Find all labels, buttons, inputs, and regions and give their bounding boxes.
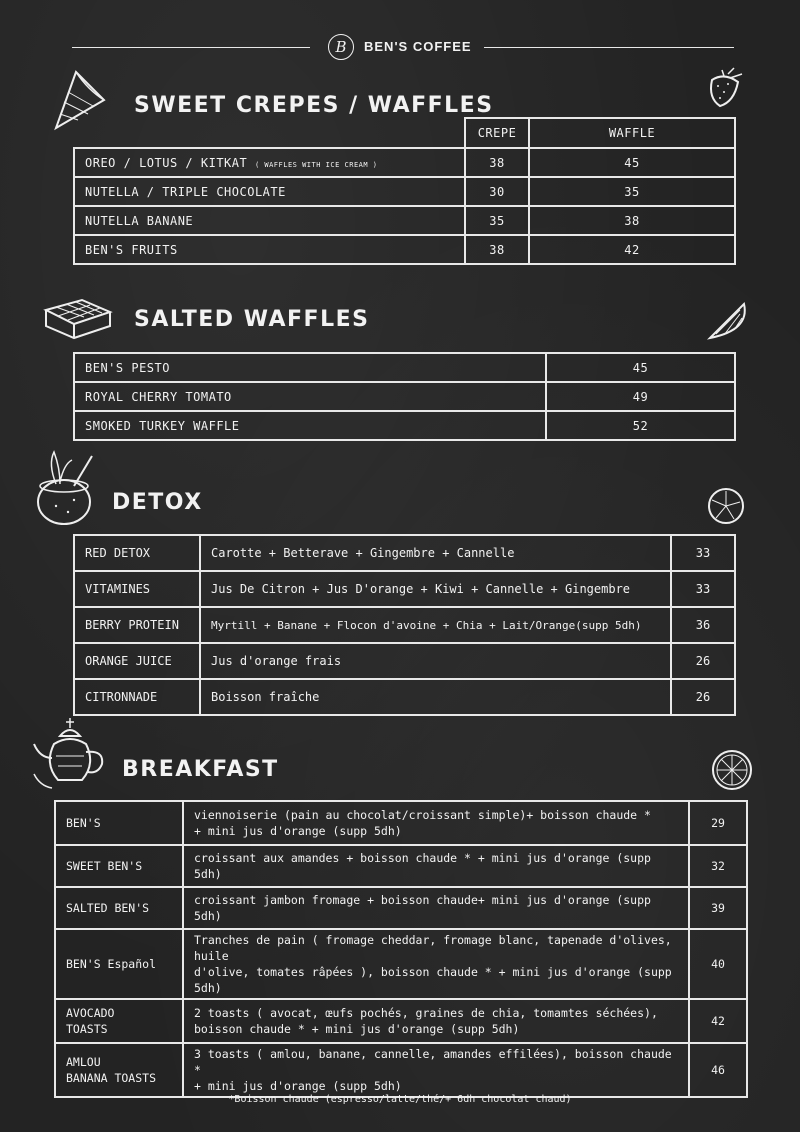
item-name: OREO / LOTUS / KITKAT ( WAFFLES WITH ICE CREAM ) xyxy=(74,148,465,177)
item-desc: Myrtill + Banane + Flocon d'avoine + Chia + Lait/Orange(supp 5dh) xyxy=(200,607,671,643)
table-row xyxy=(74,643,735,679)
sweet-table xyxy=(73,117,736,265)
item-name: RED DETOX xyxy=(74,535,200,571)
item-desc: Jus De Citron + Jus D'orange + Kiwi + Cannelle + Gingembre xyxy=(200,571,671,607)
item-price: 33 xyxy=(671,571,735,607)
item-name: BEN'S FRUITS xyxy=(74,235,465,264)
table-row xyxy=(74,607,735,643)
item-desc: Carotte + Betterave + Gingembre + Cannelle xyxy=(200,535,671,571)
price-waffle: 38 xyxy=(529,206,735,235)
item-name: SWEET BEN'S xyxy=(55,845,183,887)
item-note: ( WAFFLES WITH ICE CREAM ) xyxy=(254,160,378,169)
item-desc: 2 toasts ( avocat, œufs pochés, graines de chia, tomamtes séchées), boisson chaude * + mini jus d'orange (supp 5dh) xyxy=(183,999,689,1043)
item-desc: Tranches de pain ( fromage cheddar, fromage blanc, tapenade d'olives, huile d'olive, tomates râpées ), boisson chaude * + mini jus d'orange (supp 5dh) xyxy=(183,929,689,999)
item-name: ORANGE JUICE xyxy=(74,643,200,679)
section-title-breakfast: BREAKFAST xyxy=(122,757,279,782)
item-price: 46 xyxy=(689,1043,747,1097)
price-crepe: 35 xyxy=(465,206,529,235)
item-price: 26 xyxy=(671,643,735,679)
item-name: SMOKED TURKEY WAFFLE xyxy=(74,411,546,440)
lemon-icon xyxy=(706,486,746,526)
table-row xyxy=(74,411,735,440)
brand-logo: B xyxy=(328,34,354,60)
brand-name: BEN'S COFFEE xyxy=(364,39,472,54)
section-title-detox: DETOX xyxy=(112,490,203,515)
orange-slice-icon xyxy=(706,300,748,342)
table-row xyxy=(74,206,735,235)
item-price: 49 xyxy=(546,382,735,411)
sweet-header-row xyxy=(74,118,735,148)
price-waffle: 45 xyxy=(529,148,735,177)
table-row xyxy=(55,999,747,1043)
item-price: 26 xyxy=(671,679,735,715)
strawberry-icon xyxy=(704,68,746,110)
item-price: 29 xyxy=(689,801,747,845)
section-title-salted: SALTED WAFFLES xyxy=(134,307,370,332)
item-name: CITRONNADE xyxy=(74,679,200,715)
item-name: BEN'S xyxy=(55,801,183,845)
detox-table xyxy=(73,534,736,716)
table-row xyxy=(74,235,735,264)
price-waffle: 35 xyxy=(529,177,735,206)
breakfast-table xyxy=(54,800,748,1098)
table-row xyxy=(55,929,747,999)
price-crepe: 30 xyxy=(465,177,529,206)
table-row xyxy=(74,177,735,206)
table-row xyxy=(55,1043,747,1097)
teapot-icon xyxy=(30,714,110,794)
item-name: AMLOU BANANA TOASTS xyxy=(55,1043,183,1097)
item-name: NUTELLA BANANE xyxy=(74,206,465,235)
item-price: 36 xyxy=(671,607,735,643)
table-row xyxy=(74,571,735,607)
item-name: SALTED BEN'S xyxy=(55,887,183,929)
item-price: 45 xyxy=(546,353,735,382)
item-name: VITAMINES xyxy=(74,571,200,607)
item-name: BERRY PROTEIN xyxy=(74,607,200,643)
price-waffle: 42 xyxy=(529,235,735,264)
item-desc: 3 toasts ( amlou, banane, cannelle, amandes effilées), boisson chaude * + mini jus d'orange (supp 5dh) xyxy=(183,1043,689,1097)
price-crepe: 38 xyxy=(465,148,529,177)
waffle-icon xyxy=(42,296,114,340)
item-price: 32 xyxy=(689,845,747,887)
section-title-sweet: SWEET CREPES / WAFFLES xyxy=(134,93,494,118)
item-price: 52 xyxy=(546,411,735,440)
item-desc: Jus d'orange frais xyxy=(200,643,671,679)
item-desc: croissant aux amandes + boisson chaude * + mini jus d'orange (supp 5dh) xyxy=(183,845,689,887)
item-price: 33 xyxy=(671,535,735,571)
table-row xyxy=(74,148,735,177)
table-row xyxy=(55,887,747,929)
item-desc: Boisson fraîche xyxy=(200,679,671,715)
item-desc: viennoiserie (pain au chocolat/croissant simple)+ boisson chaude * + mini jus d'orange (supp 5dh) xyxy=(183,801,689,845)
table-row xyxy=(55,845,747,887)
table-row xyxy=(74,535,735,571)
item-price: 42 xyxy=(689,999,747,1043)
header-rule-left xyxy=(72,47,310,48)
col-waffle: WAFFLE xyxy=(529,118,735,148)
salted-table xyxy=(73,352,736,441)
table-row xyxy=(74,679,735,715)
item-price: 39 xyxy=(689,887,747,929)
price-crepe: 38 xyxy=(465,235,529,264)
col-crepe: CREPE xyxy=(465,118,529,148)
coconut-drink-icon xyxy=(34,450,96,526)
item-name: ROYAL CHERRY TOMATO xyxy=(74,382,546,411)
table-row xyxy=(74,382,735,411)
item-name: NUTELLA / TRIPLE CHOCOLATE xyxy=(74,177,465,206)
table-row xyxy=(55,801,747,845)
footnote: *Boisson chaude (espresso/latte/thé/+ 6dh chocolat chaud) xyxy=(228,1094,572,1105)
item-name: BEN'S PESTO xyxy=(74,353,546,382)
item-name: AVOCADO TOASTS xyxy=(55,999,183,1043)
citrus-wheel-icon xyxy=(710,748,754,792)
item-name: BEN'S Español xyxy=(55,929,183,999)
table-row xyxy=(74,353,735,382)
header-rule-right xyxy=(484,47,734,48)
empty-cell xyxy=(74,118,465,148)
item-price: 40 xyxy=(689,929,747,999)
item-desc: croissant jambon fromage + boisson chaude+ mini jus d'orange (supp 5dh) xyxy=(183,887,689,929)
